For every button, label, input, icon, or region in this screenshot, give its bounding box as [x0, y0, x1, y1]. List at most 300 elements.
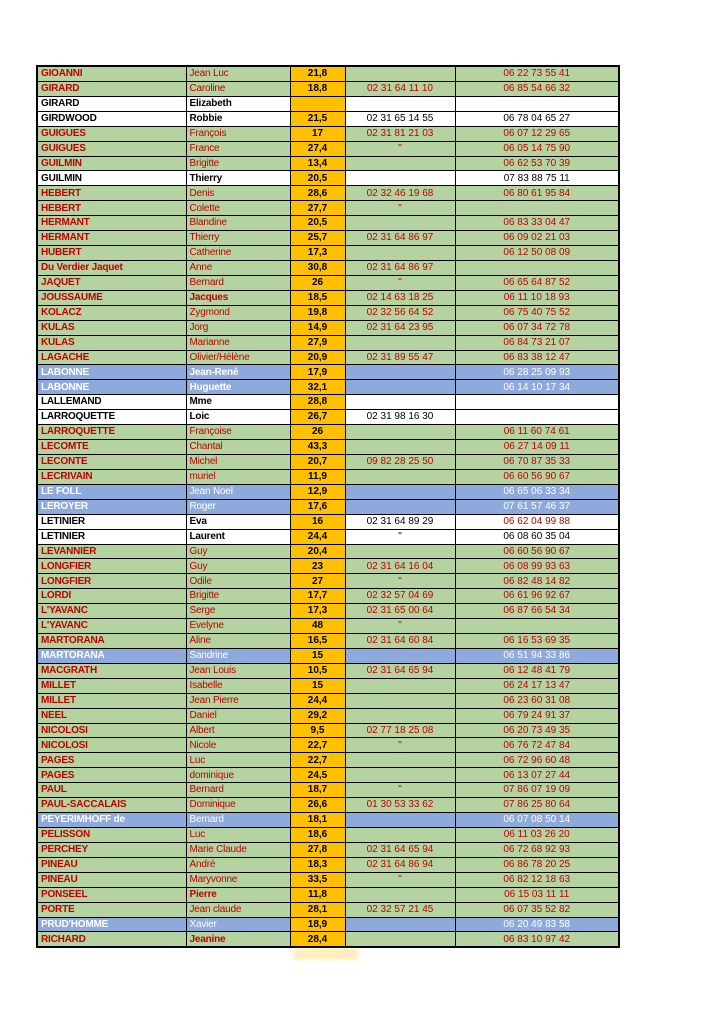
table-row	[37, 484, 619, 499]
landline-phone-cell: "	[345, 574, 455, 589]
handicap-index-cell: 28,1	[290, 902, 345, 917]
mobile-phone-cell: 06 27 14 09 11	[455, 440, 619, 455]
landline-phone-cell	[345, 753, 455, 768]
table-row	[37, 574, 619, 589]
table-row	[37, 798, 619, 813]
landline-phone-cell: 02 31 65 00 64	[345, 604, 455, 619]
landline-phone-cell: 02 31 64 23 95	[345, 320, 455, 335]
first-name-cell: Huguette	[186, 380, 290, 395]
handicap-index-cell: 17,9	[290, 365, 345, 380]
table-row	[37, 216, 619, 231]
last-name-cell: MARTORANA	[37, 634, 186, 649]
mobile-phone-cell: 06 08 99 93 63	[455, 559, 619, 574]
first-name-cell: Nicole	[186, 738, 290, 753]
handicap-index-cell: 17,6	[290, 499, 345, 514]
handicap-index-cell: 24,4	[290, 693, 345, 708]
mobile-phone-cell: 06 82 12 18 63	[455, 872, 619, 887]
handicap-index-cell: 16,5	[290, 634, 345, 649]
table-row	[37, 440, 619, 455]
first-name-cell: Luc	[186, 753, 290, 768]
last-name-cell: GUIGUES	[37, 141, 186, 156]
landline-phone-cell: 02 32 57 04 69	[345, 589, 455, 604]
handicap-index-cell: 20,5	[290, 171, 345, 186]
handicap-index-cell: 15	[290, 678, 345, 693]
last-name-cell: GIRARD	[37, 96, 186, 111]
last-name-cell: HERMANT	[37, 216, 186, 231]
first-name-cell: Blandine	[186, 216, 290, 231]
last-name-cell: HUBERT	[37, 246, 186, 261]
handicap-index-cell: 18,8	[290, 81, 345, 96]
table-row	[37, 857, 619, 872]
handicap-index-cell: 28,8	[290, 395, 345, 410]
table-row	[37, 126, 619, 141]
landline-phone-cell	[345, 544, 455, 559]
first-name-cell: Brigitte	[186, 589, 290, 604]
mobile-phone-cell: 06 22 73 55 41	[455, 66, 619, 81]
landline-phone-cell	[345, 335, 455, 350]
handicap-index-cell: 9,5	[290, 723, 345, 738]
last-name-cell: GIRARD	[37, 81, 186, 96]
table-row	[37, 320, 619, 335]
last-name-cell: HERMANT	[37, 231, 186, 246]
mobile-phone-cell: 06 07 12 29 65	[455, 126, 619, 141]
handicap-index-cell: 19,8	[290, 305, 345, 320]
handicap-index-cell: 26,6	[290, 798, 345, 813]
handicap-index-cell: 32,1	[290, 380, 345, 395]
mobile-phone-cell: 06 08 60 35 04	[455, 529, 619, 544]
landline-phone-cell	[345, 425, 455, 440]
landline-phone-cell	[345, 917, 455, 932]
last-name-cell: GIRDWOOD	[37, 111, 186, 126]
table-row	[37, 425, 619, 440]
table-body	[37, 66, 619, 947]
mobile-phone-cell: 06 07 34 72 78	[455, 320, 619, 335]
table-row	[37, 141, 619, 156]
first-name-cell: André	[186, 857, 290, 872]
table-row	[37, 335, 619, 350]
table-row	[37, 544, 619, 559]
table-row	[37, 648, 619, 663]
landline-phone-cell: "	[345, 872, 455, 887]
handicap-index-cell: 26	[290, 425, 345, 440]
first-name-cell: Pierre	[186, 887, 290, 902]
mobile-phone-cell: 06 20 73 49 35	[455, 723, 619, 738]
landline-phone-cell: 09 82 28 25 50	[345, 454, 455, 469]
mobile-phone-cell: 06 13 07 27 44	[455, 768, 619, 783]
mobile-phone-cell: 07 86 07 19 09	[455, 783, 619, 798]
mobile-phone-cell: 06 11 60 74 61	[455, 425, 619, 440]
first-name-cell: Guy	[186, 559, 290, 574]
landline-phone-cell: "	[345, 783, 455, 798]
first-name-cell: Roger	[186, 499, 290, 514]
handicap-index-cell: 17,3	[290, 246, 345, 261]
last-name-cell: KULAS	[37, 320, 186, 335]
handicap-index-cell: 18,3	[290, 857, 345, 872]
first-name-cell: Anne	[186, 260, 290, 275]
last-name-cell: LABONNE	[37, 365, 186, 380]
last-name-cell: PINEAU	[37, 857, 186, 872]
last-name-cell: NICOLOSI	[37, 723, 186, 738]
handicap-index-cell: 43,3	[290, 440, 345, 455]
table-row	[37, 738, 619, 753]
table-row	[37, 723, 619, 738]
handicap-index-cell: 16	[290, 514, 345, 529]
landline-phone-cell	[345, 246, 455, 261]
last-name-cell: KOLACZ	[37, 305, 186, 320]
first-name-cell: Jean Pierre	[186, 693, 290, 708]
landline-phone-cell	[345, 66, 455, 81]
mobile-phone-cell: 06 78 04 65 27	[455, 111, 619, 126]
mobile-phone-cell: 06 70 87 35 33	[455, 454, 619, 469]
table-row	[37, 365, 619, 380]
table-row	[37, 813, 619, 828]
handicap-index-cell: 10,5	[290, 663, 345, 678]
mobile-phone-cell: 06 11 10 18 93	[455, 290, 619, 305]
handicap-index-cell: 25,7	[290, 231, 345, 246]
last-name-cell: PINEAU	[37, 872, 186, 887]
landline-phone-cell: "	[345, 619, 455, 634]
members-contact-table	[36, 65, 620, 948]
mobile-phone-cell: 07 61 57 46 37	[455, 499, 619, 514]
landline-phone-cell	[345, 813, 455, 828]
handicap-index-cell: 18,5	[290, 290, 345, 305]
table-row	[37, 156, 619, 171]
landline-phone-cell: 02 31 81 21 03	[345, 126, 455, 141]
last-name-cell: LECONTE	[37, 454, 186, 469]
last-name-cell: HEBERT	[37, 186, 186, 201]
handicap-index-cell: 26,7	[290, 410, 345, 425]
mobile-phone-cell: 06 72 68 92 93	[455, 842, 619, 857]
table-row	[37, 678, 619, 693]
table-row	[37, 395, 619, 410]
last-name-cell: LETINIER	[37, 514, 186, 529]
handicap-index-cell: 27,9	[290, 335, 345, 350]
handicap-index-cell: 29,2	[290, 708, 345, 723]
last-name-cell: LARROQUETTE	[37, 425, 186, 440]
first-name-cell: Odile	[186, 574, 290, 589]
landline-phone-cell	[345, 156, 455, 171]
first-name-cell: Maryvonne	[186, 872, 290, 887]
first-name-cell: Thierry	[186, 231, 290, 246]
first-name-cell: Eva	[186, 514, 290, 529]
mobile-phone-cell: 06 62 53 70 39	[455, 156, 619, 171]
table-row	[37, 783, 619, 798]
mobile-phone-cell: 06 05 14 75 90	[455, 141, 619, 156]
handicap-index-cell: 17	[290, 126, 345, 141]
last-name-cell: L'YAVANC	[37, 619, 186, 634]
first-name-cell: Jean Luc	[186, 66, 290, 81]
handicap-index-cell: 22,7	[290, 753, 345, 768]
table-row	[37, 380, 619, 395]
table-row	[37, 634, 619, 649]
landline-phone-cell	[345, 768, 455, 783]
mobile-phone-cell: 06 85 54 66 32	[455, 81, 619, 96]
handicap-index-cell: 28,4	[290, 932, 345, 947]
mobile-phone-cell	[455, 96, 619, 111]
handicap-index-cell: 27,4	[290, 141, 345, 156]
handicap-index-cell: 18,7	[290, 783, 345, 798]
handicap-index-cell: 11,8	[290, 887, 345, 902]
table-row	[37, 663, 619, 678]
landline-phone-cell	[345, 887, 455, 902]
first-name-cell: Robbie	[186, 111, 290, 126]
table-row	[37, 111, 619, 126]
landline-phone-cell: 02 32 46 19 68	[345, 186, 455, 201]
mobile-phone-cell: 06 23 60 31 08	[455, 693, 619, 708]
first-name-cell: Jean-René	[186, 365, 290, 380]
handicap-index-cell: 28,6	[290, 186, 345, 201]
last-name-cell: LONGFIER	[37, 559, 186, 574]
first-name-cell: Chantal	[186, 440, 290, 455]
first-name-cell: Mme	[186, 395, 290, 410]
last-name-cell: LEROYER	[37, 499, 186, 514]
last-name-cell: LECOMTE	[37, 440, 186, 455]
first-name-cell: Bernard	[186, 275, 290, 290]
mobile-phone-cell: 06 24 17 13 47	[455, 678, 619, 693]
table-row	[37, 902, 619, 917]
first-name-cell: Zygmond	[186, 305, 290, 320]
table-row	[37, 604, 619, 619]
mobile-phone-cell: 06 79 24 91 37	[455, 708, 619, 723]
landline-phone-cell: 02 31 64 65 94	[345, 842, 455, 857]
first-name-cell: Albert	[186, 723, 290, 738]
handicap-index-cell: 18,9	[290, 917, 345, 932]
mobile-phone-cell: 06 61 96 92 67	[455, 589, 619, 604]
last-name-cell: GUIGUES	[37, 126, 186, 141]
first-name-cell: Isabelle	[186, 678, 290, 693]
mobile-phone-cell: 06 07 35 52 82	[455, 902, 619, 917]
mobile-phone-cell: 06 16 53 69 35	[455, 634, 619, 649]
last-name-cell: PORTE	[37, 902, 186, 917]
handicap-index-cell: 14,9	[290, 320, 345, 335]
first-name-cell: Colette	[186, 201, 290, 216]
first-name-cell: Laurent	[186, 529, 290, 544]
landline-phone-cell: 02 77 18 25 08	[345, 723, 455, 738]
first-name-cell: François	[186, 126, 290, 141]
landline-phone-cell	[345, 678, 455, 693]
first-name-cell: Xavier	[186, 917, 290, 932]
landline-phone-cell: 02 31 64 89 29	[345, 514, 455, 529]
mobile-phone-cell: 06 51 94 33 86	[455, 648, 619, 663]
table-row	[37, 469, 619, 484]
handicap-index-cell: 23	[290, 559, 345, 574]
landline-phone-cell	[345, 440, 455, 455]
table-row	[37, 305, 619, 320]
last-name-cell: NEEL	[37, 708, 186, 723]
first-name-cell: Serge	[186, 604, 290, 619]
mobile-phone-cell: 06 83 10 97 42	[455, 932, 619, 947]
mobile-phone-cell: 06 65 06 33 34	[455, 484, 619, 499]
last-name-cell: LE FOLL	[37, 484, 186, 499]
table-row	[37, 693, 619, 708]
first-name-cell: Michel	[186, 454, 290, 469]
landline-phone-cell: 02 31 64 86 94	[345, 857, 455, 872]
first-name-cell: Loic	[186, 410, 290, 425]
last-name-cell: NICOLOSI	[37, 738, 186, 753]
last-name-cell: L'YAVANC	[37, 604, 186, 619]
table-row	[37, 828, 619, 843]
handicap-index-cell: 11,9	[290, 469, 345, 484]
landline-phone-cell	[345, 171, 455, 186]
table-row	[37, 454, 619, 469]
handicap-index-cell: 17,3	[290, 604, 345, 619]
last-name-cell: MILLET	[37, 678, 186, 693]
handicap-index-cell: 27,8	[290, 842, 345, 857]
table-row	[37, 708, 619, 723]
landline-phone-cell: 02 14 63 18 25	[345, 290, 455, 305]
last-name-cell: LECRIVAIN	[37, 469, 186, 484]
last-name-cell: PEYERIMHOFF de	[37, 813, 186, 828]
landline-phone-cell	[345, 365, 455, 380]
last-name-cell: PELISSON	[37, 828, 186, 843]
table-row	[37, 260, 619, 275]
handicap-index-cell: 17,7	[290, 589, 345, 604]
landline-phone-cell: 02 32 57 21 45	[345, 902, 455, 917]
mobile-phone-cell: 06 11 03 26 20	[455, 828, 619, 843]
first-name-cell: Luc	[186, 828, 290, 843]
first-name-cell: Olivier/Hélène	[186, 350, 290, 365]
table-row	[37, 171, 619, 186]
first-name-cell: France	[186, 141, 290, 156]
mobile-phone-cell: 06 76 72 47 84	[455, 738, 619, 753]
mobile-phone-cell: 06 09 02 21 03	[455, 231, 619, 246]
last-name-cell: PONSEEL	[37, 887, 186, 902]
table-row	[37, 529, 619, 544]
landline-phone-cell: 02 31 64 60 84	[345, 634, 455, 649]
handicap-index-cell: 48	[290, 619, 345, 634]
landline-phone-cell	[345, 693, 455, 708]
mobile-phone-cell: 06 72 96 60 48	[455, 753, 619, 768]
mobile-phone-cell: 06 07 08 50 14	[455, 813, 619, 828]
landline-phone-cell	[345, 395, 455, 410]
first-name-cell: Thierry	[186, 171, 290, 186]
landline-phone-cell: 02 31 65 14 55	[345, 111, 455, 126]
handicap-index-cell: 26	[290, 275, 345, 290]
handicap-index-cell	[290, 96, 345, 111]
table-row	[37, 350, 619, 365]
table-row	[37, 887, 619, 902]
handicap-index-cell: 20,4	[290, 544, 345, 559]
handicap-index-cell: 20,5	[290, 216, 345, 231]
landline-phone-cell: 02 31 98 16 30	[345, 410, 455, 425]
last-name-cell: GUILMIN	[37, 171, 186, 186]
mobile-phone-cell: 06 14 10 17 34	[455, 380, 619, 395]
first-name-cell: Caroline	[186, 81, 290, 96]
first-name-cell: Jean Noel	[186, 484, 290, 499]
table-row	[37, 589, 619, 604]
table-row	[37, 81, 619, 96]
table-row	[37, 499, 619, 514]
mobile-phone-cell: 06 65 64 87 52	[455, 275, 619, 290]
landline-phone-cell	[345, 932, 455, 947]
handicap-index-cell: 24,5	[290, 768, 345, 783]
table-row	[37, 231, 619, 246]
first-name-cell: Evelyne	[186, 619, 290, 634]
first-name-cell: muriel	[186, 469, 290, 484]
mobile-phone-cell	[455, 260, 619, 275]
first-name-cell: Denis	[186, 186, 290, 201]
last-name-cell: PERCHEY	[37, 842, 186, 857]
last-name-cell: GIOANNI	[37, 66, 186, 81]
table-row	[37, 872, 619, 887]
first-name-cell: Bernard	[186, 813, 290, 828]
table-row	[37, 66, 619, 81]
last-name-cell: JOUSSAUME	[37, 290, 186, 305]
mobile-phone-cell	[455, 201, 619, 216]
table-row	[37, 514, 619, 529]
mobile-phone-cell: 06 86 78 20 25	[455, 857, 619, 872]
mobile-phone-cell	[455, 410, 619, 425]
handicap-index-cell: 30,8	[290, 260, 345, 275]
mobile-phone-cell: 06 20 49 83 58	[455, 917, 619, 932]
first-name-cell: Elizabeth	[186, 96, 290, 111]
landline-phone-cell: 01 30 53 33 62	[345, 798, 455, 813]
mobile-phone-cell: 06 62 04 99 88	[455, 514, 619, 529]
landline-phone-cell: "	[345, 141, 455, 156]
scan-smudge-artifact	[294, 948, 358, 960]
last-name-cell: LORDI	[37, 589, 186, 604]
mobile-phone-cell: 06 83 33 04 47	[455, 216, 619, 231]
first-name-cell: Brigitte	[186, 156, 290, 171]
handicap-index-cell: 20,9	[290, 350, 345, 365]
landline-phone-cell	[345, 380, 455, 395]
last-name-cell: PAGES	[37, 753, 186, 768]
landline-phone-cell: 02 31 89 55 47	[345, 350, 455, 365]
mobile-phone-cell: 06 83 38 12 47	[455, 350, 619, 365]
table-row	[37, 186, 619, 201]
last-name-cell: LAGACHE	[37, 350, 186, 365]
landline-phone-cell	[345, 499, 455, 514]
table-row	[37, 201, 619, 216]
first-name-cell: Dominique	[186, 798, 290, 813]
first-name-cell: Marie Claude	[186, 842, 290, 857]
table-row	[37, 768, 619, 783]
first-name-cell: Jean Louis	[186, 663, 290, 678]
last-name-cell: MILLET	[37, 693, 186, 708]
table-row	[37, 290, 619, 305]
last-name-cell: HEBERT	[37, 201, 186, 216]
mobile-phone-cell	[455, 395, 619, 410]
last-name-cell: MACGRATH	[37, 663, 186, 678]
mobile-phone-cell: 06 28 25 09 93	[455, 365, 619, 380]
handicap-index-cell: 18,1	[290, 813, 345, 828]
first-name-cell: dominique	[186, 768, 290, 783]
first-name-cell: Catherine	[186, 246, 290, 261]
mobile-phone-cell: 06 60 56 90 67	[455, 469, 619, 484]
handicap-index-cell: 12,9	[290, 484, 345, 499]
landline-phone-cell: 02 31 64 86 97	[345, 260, 455, 275]
last-name-cell: PAUL-SACCALAIS	[37, 798, 186, 813]
first-name-cell: Aline	[186, 634, 290, 649]
mobile-phone-cell: 06 87 66 54 34	[455, 604, 619, 619]
last-name-cell: LETINIER	[37, 529, 186, 544]
landline-phone-cell	[345, 828, 455, 843]
mobile-phone-cell: 06 80 61 95 84	[455, 186, 619, 201]
table-row	[37, 96, 619, 111]
first-name-cell: Bernard	[186, 783, 290, 798]
handicap-index-cell: 33,5	[290, 872, 345, 887]
mobile-phone-cell: 06 12 50 08 09	[455, 246, 619, 261]
landline-phone-cell: "	[345, 529, 455, 544]
last-name-cell: LALLEMAND	[37, 395, 186, 410]
handicap-index-cell: 21,5	[290, 111, 345, 126]
handicap-index-cell: 27	[290, 574, 345, 589]
mobile-phone-cell: 06 84 73 21 07	[455, 335, 619, 350]
last-name-cell: PRUD'HOMME	[37, 917, 186, 932]
first-name-cell: Sandrine	[186, 648, 290, 663]
landline-phone-cell: "	[345, 201, 455, 216]
last-name-cell: Du Verdier Jaquet	[37, 260, 186, 275]
